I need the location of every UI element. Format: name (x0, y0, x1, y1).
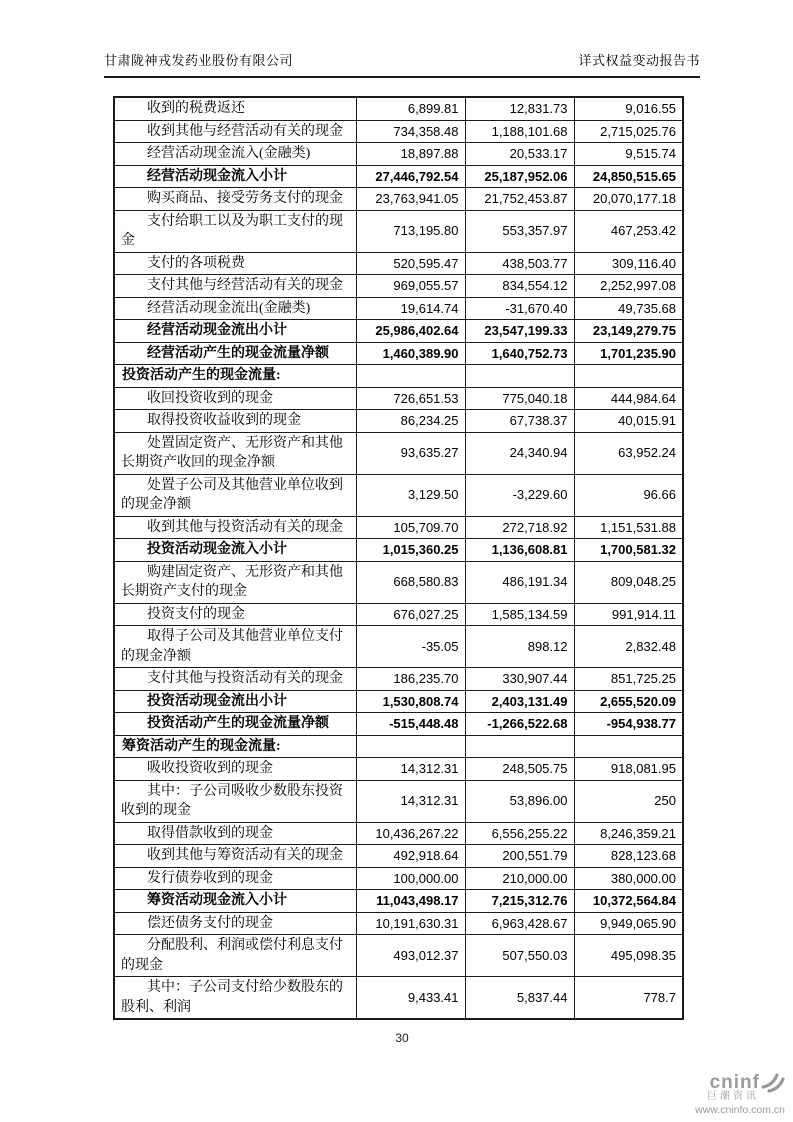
row-label: 其中：子公司吸收少数股东投资收到的现金 (114, 780, 356, 822)
table-row (114, 890, 683, 913)
row-label: 分配股利、利润或偿付利息支付的现金 (114, 935, 356, 977)
cell-value: 40,015.91 (574, 410, 683, 433)
cell-value: 14,312.31 (356, 780, 465, 822)
cell-value: 24,850,515.65 (574, 165, 683, 188)
cell-value: 27,446,792.54 (356, 165, 465, 188)
cell-value: -954,938.77 (574, 713, 683, 736)
cell-value: 10,372,564.84 (574, 890, 683, 913)
cell-value (574, 365, 683, 388)
row-label: 处置固定资产、无形资产和其他长期资产收回的现金净额 (114, 432, 356, 474)
cell-value: 67,738.37 (465, 410, 574, 433)
cash-flow-table-body (114, 97, 683, 1019)
table-row (114, 935, 683, 977)
cell-value: 991,914.11 (574, 603, 683, 626)
cell-value: 1,015,360.25 (356, 539, 465, 562)
cell-value: 1,136,608.81 (465, 539, 574, 562)
table-row (114, 668, 683, 691)
cell-value: 19,614.74 (356, 297, 465, 320)
table-row (114, 188, 683, 211)
cell-value: 9,515.74 (574, 143, 683, 166)
table-row (114, 603, 683, 626)
cell-value: 25,187,952.06 (465, 165, 574, 188)
table-row (114, 626, 683, 668)
header-doc-title: 详式权益变动报告书 (578, 53, 700, 68)
row-label: 收到其他与经营活动有关的现金 (114, 120, 356, 143)
table-row (114, 713, 683, 736)
cell-value: 7,215,312.76 (465, 890, 574, 913)
page-header (104, 50, 700, 78)
cell-value: 1,585,134.59 (465, 603, 574, 626)
cell-value: 9,433.41 (356, 977, 465, 1020)
row-label: 投资支付的现金 (114, 603, 356, 626)
cell-value: 86,234.25 (356, 410, 465, 433)
cell-value: 24,340.94 (465, 432, 574, 474)
cell-value: 6,963,428.67 (465, 912, 574, 935)
cell-value: 25,986,402.64 (356, 320, 465, 343)
cell-value: 3,129.50 (356, 474, 465, 516)
cell-value: -31,670.40 (465, 297, 574, 320)
table-row (114, 297, 683, 320)
cell-value: 6,556,255.22 (465, 822, 574, 845)
cell-value: 2,832.48 (574, 626, 683, 668)
row-label: 筹资活动现金流入小计 (114, 890, 356, 913)
table-row (114, 758, 683, 781)
row-label: 取得投资收益收到的现金 (114, 410, 356, 433)
cell-value: 553,357.97 (465, 210, 574, 252)
cell-value: 676,027.25 (356, 603, 465, 626)
cell-value: 8,246,359.21 (574, 822, 683, 845)
cell-value: 93,635.27 (356, 432, 465, 474)
table-row (114, 690, 683, 713)
cell-value: 49,735.68 (574, 297, 683, 320)
cell-value: 11,043,498.17 (356, 890, 465, 913)
cell-value: 713,195.80 (356, 210, 465, 252)
cell-value: 467,253.42 (574, 210, 683, 252)
row-label: 经营活动产生的现金流量净额 (114, 342, 356, 365)
cell-value (574, 735, 683, 758)
cell-value: 200,551.79 (465, 845, 574, 868)
cell-value: 250 (574, 780, 683, 822)
row-label: 吸收投资收到的现金 (114, 758, 356, 781)
cell-value: 918,081.95 (574, 758, 683, 781)
cell-value (465, 735, 574, 758)
table-row (114, 165, 683, 188)
table-row (114, 320, 683, 343)
cell-value: -35.05 (356, 626, 465, 668)
cell-value (465, 365, 574, 388)
table-row (114, 252, 683, 275)
cell-value: -3,229.60 (465, 474, 574, 516)
row-label: 投资活动产生的现金流量: (114, 365, 356, 388)
row-label: 投资活动现金流入小计 (114, 539, 356, 562)
table-row (114, 780, 683, 822)
cell-value: 444,984.64 (574, 387, 683, 410)
cell-value: 851,725.25 (574, 668, 683, 691)
logo-swirl-icon (761, 1072, 785, 1094)
table-row (114, 120, 683, 143)
cell-value: 21,752,453.87 (465, 188, 574, 211)
cell-value: 726,651.53 (356, 387, 465, 410)
cell-value: 63,952.24 (574, 432, 683, 474)
row-label: 偿还债务支付的现金 (114, 912, 356, 935)
row-label: 购买商品、接受劳务支付的现金 (114, 188, 356, 211)
section-header-row (114, 365, 683, 388)
logo-url: www.cninfo.com.cn (695, 1103, 785, 1116)
cell-value: 100,000.00 (356, 867, 465, 890)
cell-value: 23,547,199.33 (465, 320, 574, 343)
cell-value: 1,151,531.88 (574, 516, 683, 539)
cell-value (356, 735, 465, 758)
cell-value: 775,040.18 (465, 387, 574, 410)
table-row (114, 410, 683, 433)
row-label: 支付其他与经营活动有关的现金 (114, 275, 356, 298)
cell-value: 438,503.77 (465, 252, 574, 275)
table-row (114, 561, 683, 603)
cell-value: 248,505.75 (465, 758, 574, 781)
cell-value: -515,448.48 (356, 713, 465, 736)
cell-value: 828,123.68 (574, 845, 683, 868)
cell-value: 898.12 (465, 626, 574, 668)
cell-value: 20,070,177.18 (574, 188, 683, 211)
cell-value: 14,312.31 (356, 758, 465, 781)
cell-value: 1,701,235.90 (574, 342, 683, 365)
table-row (114, 539, 683, 562)
table-row (114, 210, 683, 252)
row-label: 支付的各项税费 (114, 252, 356, 275)
table-row (114, 516, 683, 539)
table-row (114, 845, 683, 868)
row-label: 收到其他与筹资活动有关的现金 (114, 845, 356, 868)
cell-value: 20,533.17 (465, 143, 574, 166)
cell-value: 1,700,581.32 (574, 539, 683, 562)
row-label: 取得借款收到的现金 (114, 822, 356, 845)
cell-value: 2,655,520.09 (574, 690, 683, 713)
cell-value: 493,012.37 (356, 935, 465, 977)
cell-value: 9,016.55 (574, 97, 683, 120)
cell-value: 23,763,941.05 (356, 188, 465, 211)
table-row (114, 342, 683, 365)
row-label: 经营活动现金流入(金融类) (114, 143, 356, 166)
cell-value (356, 365, 465, 388)
cell-value: 23,149,279.75 (574, 320, 683, 343)
cell-value: 734,358.48 (356, 120, 465, 143)
row-label: 发行债券收到的现金 (114, 867, 356, 890)
cell-value: -1,266,522.68 (465, 713, 574, 736)
row-label: 收到的税费返还 (114, 97, 356, 120)
row-label: 处置子公司及其他营业单位收到的现金净额 (114, 474, 356, 516)
cash-flow-table (113, 96, 684, 1020)
cell-value: 809,048.25 (574, 561, 683, 603)
cell-value: 1,188,101.68 (465, 120, 574, 143)
cell-value: 495,098.35 (574, 935, 683, 977)
cell-value: 309,116.40 (574, 252, 683, 275)
cell-value: 1,640,752.73 (465, 342, 574, 365)
table-row (114, 432, 683, 474)
cell-value: 186,235.70 (356, 668, 465, 691)
cell-value: 1,460,389.90 (356, 342, 465, 365)
cell-value: 507,550.03 (465, 935, 574, 977)
cell-value: 272,718.92 (465, 516, 574, 539)
cell-value: 2,403,131.49 (465, 690, 574, 713)
table-row (114, 97, 683, 120)
section-header-row (114, 735, 683, 758)
cell-value: 18,897.88 (356, 143, 465, 166)
header-company-name: 甘肃陇神戎发药业股份有限公司 (104, 53, 294, 68)
cell-value: 2,715,025.76 (574, 120, 683, 143)
row-label: 筹资活动产生的现金流量: (114, 735, 356, 758)
row-label: 经营活动现金流出(金融类) (114, 297, 356, 320)
table-row (114, 822, 683, 845)
logo-cn-name: 巨潮资讯 (707, 1091, 759, 1102)
cell-value: 668,580.83 (356, 561, 465, 603)
page-number: 30 (395, 1031, 409, 1045)
cell-value: 2,252,997.08 (574, 275, 683, 298)
cell-value: 5,837.44 (465, 977, 574, 1020)
table-row (114, 387, 683, 410)
row-label: 支付其他与投资活动有关的现金 (114, 668, 356, 691)
cninfo-logo (653, 1072, 785, 1116)
cell-value: 105,709.70 (356, 516, 465, 539)
cell-value: 778.7 (574, 977, 683, 1020)
cell-value: 486,191.34 (465, 561, 574, 603)
cell-value: 9,949,065.90 (574, 912, 683, 935)
cell-value: 6,899.81 (356, 97, 465, 120)
cell-value: 834,554.12 (465, 275, 574, 298)
cell-value: 53,896.00 (465, 780, 574, 822)
row-label: 经营活动现金流出小计 (114, 320, 356, 343)
table-row (114, 867, 683, 890)
row-label: 收到其他与投资活动有关的现金 (114, 516, 356, 539)
logo-brand-text: cninf (709, 1072, 760, 1094)
table-row (114, 912, 683, 935)
row-label: 投资活动现金流出小计 (114, 690, 356, 713)
row-label: 经营活动现金流入小计 (114, 165, 356, 188)
cell-value: 10,191,630.31 (356, 912, 465, 935)
row-label: 购建固定资产、无形资产和其他长期资产支付的现金 (114, 561, 356, 603)
table-row (114, 275, 683, 298)
cell-value: 380,000.00 (574, 867, 683, 890)
cell-value: 520,595.47 (356, 252, 465, 275)
table-row (114, 143, 683, 166)
cell-value: 1,530,808.74 (356, 690, 465, 713)
cell-value: 330,907.44 (465, 668, 574, 691)
table-row (114, 977, 683, 1020)
row-label: 其中：子公司支付给少数股东的股利、利润 (114, 977, 356, 1020)
cell-value: 12,831.73 (465, 97, 574, 120)
row-label: 收回投资收到的现金 (114, 387, 356, 410)
row-label: 投资活动产生的现金流量净额 (114, 713, 356, 736)
table-row (114, 474, 683, 516)
cell-value: 492,918.64 (356, 845, 465, 868)
cell-value: 96.66 (574, 474, 683, 516)
cell-value: 10,436,267.22 (356, 822, 465, 845)
cell-value: 969,055.57 (356, 275, 465, 298)
cell-value: 210,000.00 (465, 867, 574, 890)
row-label: 取得子公司及其他营业单位支付的现金净额 (114, 626, 356, 668)
row-label: 支付给职工以及为职工支付的现金 (114, 210, 356, 252)
